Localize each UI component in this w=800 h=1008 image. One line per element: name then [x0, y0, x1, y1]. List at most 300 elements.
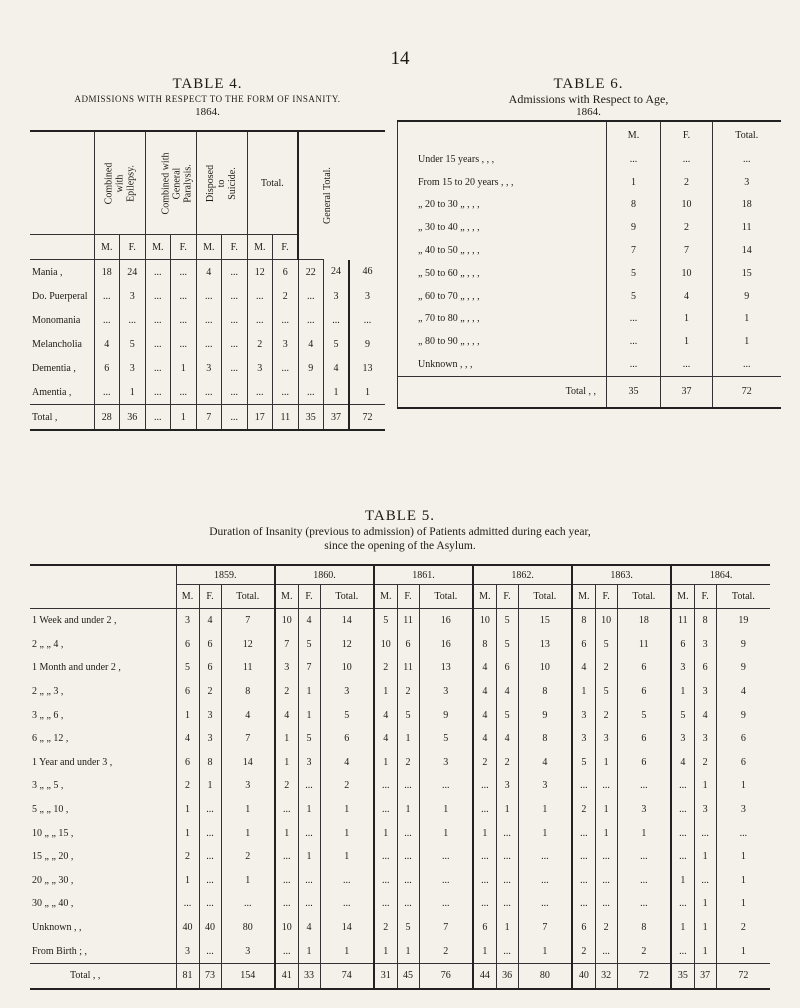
table-cell: 4 — [298, 609, 320, 633]
table-cell: ... — [199, 821, 221, 845]
table-cell: 11 — [221, 656, 275, 680]
table-cell: ... — [671, 892, 694, 916]
table-cell: 2 — [694, 751, 716, 775]
table4-sex-header: M. — [145, 235, 171, 260]
table-cell: 2 — [572, 798, 595, 822]
table-cell: 2 — [595, 656, 617, 680]
table-cell: 5 — [397, 703, 419, 727]
table-cell: ... — [171, 380, 197, 405]
table-cell: 6 — [572, 916, 595, 940]
table6-col-header: F. — [661, 121, 713, 148]
table-cell: 1 — [595, 798, 617, 822]
table-cell: 6 — [176, 633, 199, 657]
table-cell: 6 — [671, 633, 694, 657]
table-cell: 9 — [518, 703, 572, 727]
table-cell: 14 — [221, 751, 275, 775]
table-cell: 4 — [518, 751, 572, 775]
table-cell: 12 — [221, 633, 275, 657]
table5-duration-of-insanity — [30, 564, 770, 990]
row-label: „ 50 to 60 „ , , , — [418, 267, 480, 279]
table-cell: 1 — [397, 939, 419, 963]
table-cell: ... — [120, 308, 146, 332]
table-cell: 1 — [298, 845, 320, 869]
table-row — [398, 353, 781, 376]
table-cell: 9 — [716, 633, 770, 657]
table-cell: ... — [419, 869, 473, 893]
table-cell: 1 — [221, 798, 275, 822]
table-cell: 1 — [694, 774, 716, 798]
table-cell: ... — [349, 308, 385, 332]
table-cell: 5 — [397, 916, 419, 940]
row-label: 30 „ „ 40 , — [32, 898, 74, 910]
table-cell: 11 — [397, 609, 419, 633]
table-cell: ... — [298, 892, 320, 916]
table-cell: ... — [222, 260, 248, 285]
table-cell: 8 — [572, 609, 595, 633]
table-cell: ... — [196, 380, 222, 405]
table-cell: ... — [374, 892, 397, 916]
sex-header: M. — [176, 585, 199, 609]
table-cell: 1 — [496, 916, 518, 940]
table-cell: ... — [572, 892, 595, 916]
table-cell: 1 — [671, 680, 694, 704]
table-cell: 1 — [320, 798, 374, 822]
table-row — [30, 798, 770, 822]
table-cell: 41 — [275, 963, 298, 989]
table-cell: 2 — [275, 680, 298, 704]
table-cell: 1 — [320, 845, 374, 869]
table4-form-of-insanity — [30, 130, 385, 431]
table-cell: ... — [222, 405, 248, 431]
table-cell: 6 — [176, 680, 199, 704]
total-row — [398, 376, 781, 408]
table-cell: ... — [671, 821, 694, 845]
table6-corner — [398, 121, 607, 148]
table-cell: ... — [397, 892, 419, 916]
table-cell: 80 — [221, 916, 275, 940]
table-cell: 6 — [694, 656, 716, 680]
table-cell: 4 — [320, 751, 374, 775]
table-cell: 4 — [473, 680, 496, 704]
table-cell: ... — [275, 869, 298, 893]
table6-col-header: M. — [607, 121, 661, 148]
table-cell: 36 — [496, 963, 518, 989]
table-cell: 8 — [617, 916, 671, 940]
table-cell: ... — [275, 798, 298, 822]
sex-header: Total. — [518, 585, 572, 609]
table-cell: 13 — [349, 356, 385, 380]
table-cell: ... — [496, 939, 518, 963]
table-cell: 9 — [716, 656, 770, 680]
table-cell: ... — [94, 284, 120, 308]
table4-sex-header: F. — [222, 235, 248, 260]
table-cell: 6 — [94, 356, 120, 380]
table-cell: 1 — [298, 703, 320, 727]
table-cell: ... — [247, 380, 273, 405]
table-cell: 1 — [374, 751, 397, 775]
table-cell: ... — [607, 330, 661, 353]
table-cell: 6 — [320, 727, 374, 751]
table-cell: 3 — [199, 727, 221, 751]
table4-col-header-text: Combined with Epilepsy. — [103, 162, 137, 204]
table-cell: 4 — [298, 916, 320, 940]
table-cell: 5 — [374, 609, 397, 633]
table-cell: 1 — [298, 798, 320, 822]
table-cell: 4 — [716, 680, 770, 704]
table-cell: 4 — [275, 703, 298, 727]
table-cell: 72 — [617, 963, 671, 989]
table-cell: 1 — [716, 939, 770, 963]
table-cell: 2 — [374, 916, 397, 940]
table-cell: 2 — [661, 171, 713, 194]
table-cell: 1 — [694, 939, 716, 963]
table-cell: 6 — [617, 656, 671, 680]
table4-col-header — [298, 131, 333, 260]
table-cell: 4 — [496, 727, 518, 751]
table-cell: 81 — [176, 963, 199, 989]
table-cell: 3 — [120, 356, 146, 380]
table-cell: ... — [496, 821, 518, 845]
table-cell: ... — [607, 353, 661, 376]
table-cell: 13 — [518, 633, 572, 657]
table-row — [398, 148, 781, 171]
table-row — [30, 633, 770, 657]
table4-title: TABLE 4. — [172, 76, 243, 92]
table-cell: 15 — [713, 262, 781, 285]
table-cell: 1 — [199, 774, 221, 798]
table-cell: ... — [419, 774, 473, 798]
table-cell: 2 — [572, 939, 595, 963]
table-cell: ... — [176, 892, 199, 916]
table-cell: ... — [713, 148, 781, 171]
table-cell: ... — [222, 380, 248, 405]
table-cell: ... — [473, 869, 496, 893]
table5-title: TABLE 5. — [364, 508, 436, 524]
table-cell: 2 — [199, 680, 221, 704]
table-cell: ... — [222, 332, 248, 356]
table-cell: ... — [572, 821, 595, 845]
table-cell: 1 — [349, 380, 385, 405]
table4-sex-header: F. — [171, 235, 197, 260]
table4-col-header — [94, 131, 145, 235]
table-row — [30, 284, 385, 308]
table-cell: ... — [572, 774, 595, 798]
table-cell: 6 — [397, 633, 419, 657]
row-label: From 15 to 20 years , , , — [418, 176, 514, 188]
row-label: „ 20 to 30 „ , , , — [418, 199, 480, 211]
table-cell: ... — [617, 774, 671, 798]
table-cell: ... — [694, 821, 716, 845]
table-cell: 2 — [595, 916, 617, 940]
table-cell: ... — [199, 845, 221, 869]
table-cell: 31 — [374, 963, 397, 989]
table-cell: 4 — [374, 727, 397, 751]
table-cell: ... — [171, 308, 197, 332]
table-cell: 37 — [324, 405, 350, 431]
table-cell: 5 — [607, 285, 661, 308]
total-row — [30, 963, 770, 989]
sex-header: Total. — [617, 585, 671, 609]
table4-col-header-text: General Total. — [321, 167, 333, 224]
table-cell: 2 — [419, 939, 473, 963]
table-cell: 1 — [518, 939, 572, 963]
table-cell: ... — [273, 308, 299, 332]
table5-subtitle-line2: since the opening of the Asylum. — [324, 540, 476, 552]
table-cell: 5 — [298, 633, 320, 657]
table-cell: 8 — [694, 609, 716, 633]
table-cell: 6 — [617, 751, 671, 775]
row-label: 15 „ „ 20 , — [32, 851, 74, 863]
table6-admissions-by-age — [397, 120, 781, 409]
table-cell: 14 — [320, 609, 374, 633]
table-cell: 3 — [572, 703, 595, 727]
row-label: 1 Year and under 3 , — [32, 756, 113, 768]
sex-header: F. — [397, 585, 419, 609]
table-cell: 35 — [298, 405, 324, 431]
table6-title: TABLE 6. — [553, 76, 624, 92]
table-cell: 11 — [397, 656, 419, 680]
table-cell: ... — [145, 332, 171, 356]
table-cell: 7 — [275, 633, 298, 657]
table-cell: 7 — [221, 609, 275, 633]
table-cell: ... — [247, 308, 273, 332]
sex-header: F. — [298, 585, 320, 609]
table-cell: ... — [298, 869, 320, 893]
table-cell: 3 — [572, 727, 595, 751]
table-cell: ... — [196, 332, 222, 356]
table-cell: 10 — [320, 656, 374, 680]
table-cell: 6 — [176, 751, 199, 775]
table-cell: ... — [298, 380, 324, 405]
table-cell: 1 — [572, 680, 595, 704]
table-row — [30, 892, 770, 916]
table-cell: 2 — [617, 939, 671, 963]
table-cell: 2 — [595, 703, 617, 727]
table-cell: 4 — [324, 356, 350, 380]
table-cell: 10 — [661, 194, 713, 217]
table-cell: 1 — [374, 939, 397, 963]
table-cell: 2 — [374, 656, 397, 680]
table-cell: 6 — [572, 633, 595, 657]
table-cell: ... — [671, 939, 694, 963]
table-cell: ... — [397, 845, 419, 869]
table-cell: 1 — [397, 798, 419, 822]
table-cell: 9 — [713, 285, 781, 308]
table-cell: 4 — [572, 656, 595, 680]
table-cell: 11 — [713, 216, 781, 239]
table-cell: 4 — [473, 656, 496, 680]
row-label: Under 15 years , , , — [418, 153, 495, 165]
table-row — [30, 821, 770, 845]
table-cell: 9 — [716, 703, 770, 727]
table-cell: 3 — [324, 284, 350, 308]
table-cell: ... — [320, 869, 374, 893]
table-cell: 2 — [176, 774, 199, 798]
table-cell: ... — [199, 939, 221, 963]
table-cell: ... — [572, 845, 595, 869]
table-cell: 1 — [473, 821, 496, 845]
table-cell: 1 — [176, 798, 199, 822]
table-cell: 24 — [120, 260, 146, 285]
table-cell: 14 — [320, 916, 374, 940]
table-cell: ... — [298, 821, 320, 845]
table4-sex-header: M. — [196, 235, 222, 260]
table-cell: ... — [694, 869, 716, 893]
table-cell: ... — [247, 284, 273, 308]
table-cell: ... — [374, 774, 397, 798]
table-cell: ... — [199, 798, 221, 822]
table-cell: ... — [671, 774, 694, 798]
table-cell: 6 — [617, 680, 671, 704]
table-row — [30, 703, 770, 727]
table-cell: 3 — [518, 774, 572, 798]
table-cell: 1 — [298, 680, 320, 704]
table-cell: ... — [222, 308, 248, 332]
sex-header: M. — [275, 585, 298, 609]
sex-header: F. — [496, 585, 518, 609]
table-cell: 4 — [496, 680, 518, 704]
table-row — [30, 260, 385, 285]
table-row — [30, 845, 770, 869]
table-cell: 1 — [275, 751, 298, 775]
table-cell: 4 — [176, 727, 199, 751]
table4-col-header — [196, 131, 247, 235]
table-cell: 19 — [716, 609, 770, 633]
table-cell: 1 — [473, 939, 496, 963]
table-cell: 1 — [320, 939, 374, 963]
table-cell: 2 — [496, 751, 518, 775]
table-cell: 12 — [320, 633, 374, 657]
table-cell: 3 — [247, 356, 273, 380]
table-cell: 22 — [298, 260, 324, 285]
table-cell: ... — [171, 260, 197, 285]
table-cell: ... — [196, 284, 222, 308]
table-cell: 1 — [275, 727, 298, 751]
table-cell: 1 — [694, 916, 716, 940]
table-row — [30, 380, 385, 405]
table-cell: 35 — [671, 963, 694, 989]
table-cell: 1 — [275, 821, 298, 845]
table-cell: 1 — [661, 330, 713, 353]
sex-header: F. — [595, 585, 617, 609]
table-cell: 8 — [221, 680, 275, 704]
table-cell: 1 — [617, 821, 671, 845]
table-cell: 8 — [518, 727, 572, 751]
table4-sex-header: F. — [120, 235, 146, 260]
table-cell: 5 — [419, 727, 473, 751]
table-cell: 3 — [496, 774, 518, 798]
table-cell: 10 — [473, 609, 496, 633]
year-header: 1860. — [275, 565, 374, 585]
table-cell: 2 — [397, 751, 419, 775]
table-cell: ... — [419, 845, 473, 869]
table-cell: 1 — [716, 892, 770, 916]
table-cell: 3 — [199, 703, 221, 727]
table-cell: 2 — [275, 774, 298, 798]
table-row — [30, 774, 770, 798]
sex-header: M. — [374, 585, 397, 609]
table-cell: 1 — [171, 356, 197, 380]
table-cell: 6 — [496, 656, 518, 680]
table-cell: ... — [572, 869, 595, 893]
table-cell: 40 — [572, 963, 595, 989]
table-cell: ... — [473, 845, 496, 869]
table-cell: 37 — [661, 376, 713, 408]
table-cell: 4 — [196, 260, 222, 285]
table-cell: 6 — [199, 633, 221, 657]
table-cell: 1 — [419, 798, 473, 822]
row-label: 2 „ „ 4 , — [32, 638, 64, 650]
table-cell: 17 — [247, 405, 273, 431]
table-cell: ... — [171, 332, 197, 356]
table-cell: 1 — [374, 821, 397, 845]
table-cell: 2 — [661, 216, 713, 239]
table4-corner-sub — [30, 235, 94, 260]
table4-sex-header: F. — [273, 235, 299, 260]
table-cell: 10 — [275, 916, 298, 940]
table4-year: 1864. — [195, 106, 220, 118]
table-cell: 1 — [713, 330, 781, 353]
table-row — [30, 308, 385, 332]
row-label: Unknown , , , — [418, 359, 473, 371]
sex-header: M. — [572, 585, 595, 609]
table-cell: 18 — [617, 609, 671, 633]
table-cell: 3 — [419, 751, 473, 775]
table-cell: 6 — [273, 260, 299, 285]
row-label: 1 Month and under 2 , — [32, 662, 121, 674]
sex-header: Total. — [419, 585, 473, 609]
table-cell: ... — [324, 308, 350, 332]
row-label: 6 „ „ 12 , — [32, 733, 69, 745]
table4-col-header — [145, 131, 196, 235]
table-cell: ... — [595, 939, 617, 963]
row-label: 2 „ „ 3 , — [32, 686, 64, 698]
table-cell: 37 — [694, 963, 716, 989]
table4-subtitle: ADMISSIONS WITH RESPECT TO THE FORM OF INSANITY. — [74, 94, 341, 104]
table-cell: 5 — [324, 332, 350, 356]
table-cell: 9 — [298, 356, 324, 380]
table-cell: ... — [595, 845, 617, 869]
total-row — [30, 405, 385, 431]
table-cell: ... — [397, 869, 419, 893]
table-cell: 3 — [120, 284, 146, 308]
table-row — [30, 727, 770, 751]
table-cell: ... — [94, 308, 120, 332]
table-cell: 1 — [716, 869, 770, 893]
table-row — [398, 285, 781, 308]
table-cell: 3 — [176, 939, 199, 963]
table-cell: 6 — [473, 916, 496, 940]
table-cell: ... — [275, 892, 298, 916]
table-cell: 76 — [419, 963, 473, 989]
table-cell: 7 — [221, 727, 275, 751]
table-cell: 35 — [607, 376, 661, 408]
table-cell: 5 — [496, 633, 518, 657]
table-cell: 4 — [473, 703, 496, 727]
table-cell: ... — [222, 356, 248, 380]
sex-header: F. — [694, 585, 716, 609]
table-cell: ... — [496, 845, 518, 869]
row-label: From Birth ; , — [32, 945, 88, 957]
table-cell: 1 — [694, 845, 716, 869]
table-cell: 44 — [473, 963, 496, 989]
table-cell: 33 — [298, 963, 320, 989]
table-cell: 5 — [595, 633, 617, 657]
table-cell: ... — [617, 845, 671, 869]
table-cell: 1 — [374, 680, 397, 704]
table-cell: ... — [222, 284, 248, 308]
table-cell: 3 — [419, 680, 473, 704]
